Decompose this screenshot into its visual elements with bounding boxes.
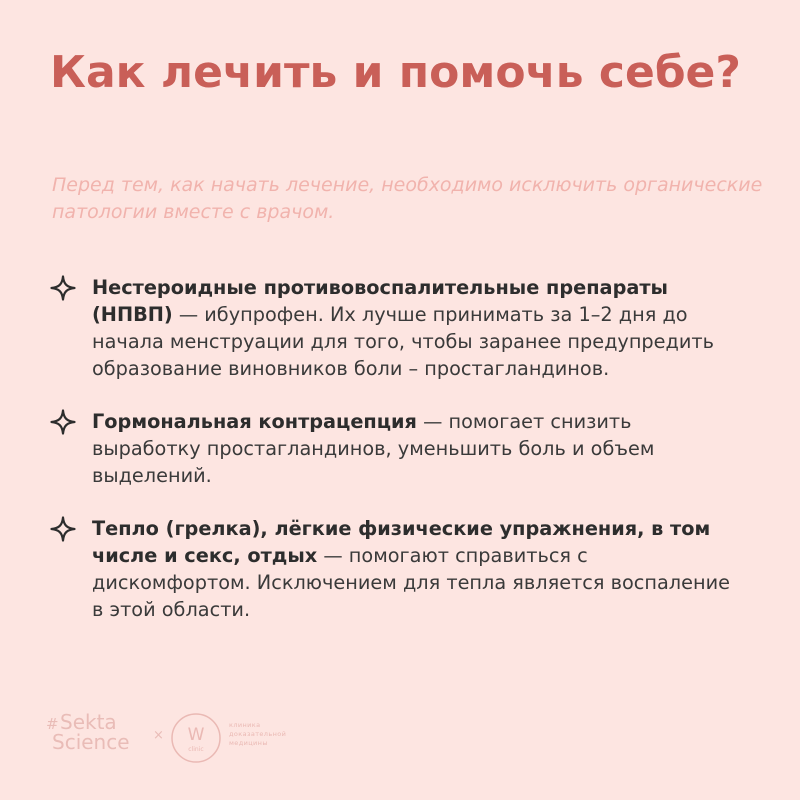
subtitle: Перед тем, как начать лечение, необходимо исключить органические патологии вместе с врачом. [52, 174, 763, 223]
page-title: Как лечить и помочь себе? [50, 47, 741, 98]
four-point-star-icon [50, 516, 76, 542]
four-point-star-icon [50, 409, 76, 435]
list-item-heading: Тепло (грелка), лёгкие физические упражнения, в том числе и секс, отдых [92, 517, 711, 567]
clinic-caption [229, 721, 319, 748]
list-item-body: — ибупрофен. Их лучше принимать за 1–2 дня до начала менструации для того, чтобы заранее предупредить образование виновников боли – простагландинов. [92, 303, 714, 380]
brand-line-2: Science [52, 730, 130, 754]
clinic-caption-line: клиника [229, 721, 261, 729]
list-item-text [92, 515, 740, 623]
clinic-caption-line: доказательной [229, 730, 287, 738]
list-item-body: — помогают справиться с дискомфортом. Исключением для тепла является воспаление в этой области. [92, 544, 730, 621]
brand-line-1: Sekta [60, 710, 117, 734]
list-item [50, 274, 740, 382]
list-item-text [92, 274, 740, 382]
list-item-heading: Нестероидные противовоспалительные препараты (НПВП) [92, 276, 668, 326]
four-point-star-icon [50, 275, 76, 301]
footer-logos [46, 712, 346, 768]
list-item [50, 408, 740, 489]
brand-hash: # [46, 715, 59, 733]
logo-letter: W [187, 725, 205, 745]
clinic-caption-line: медицины [229, 739, 268, 747]
logo-subtext: clinic [188, 746, 204, 753]
recommendations-list [50, 274, 740, 649]
list-item-heading: Гормональная контрацепция [92, 410, 417, 433]
w-clinic-logo [170, 712, 222, 764]
list-item [50, 515, 740, 623]
logo-separator: × [153, 728, 164, 743]
list-item-text [92, 408, 740, 489]
list-item-body: — помогает снизить выработку простагландинов, уменьшить боль и объем выделений. [92, 410, 655, 487]
